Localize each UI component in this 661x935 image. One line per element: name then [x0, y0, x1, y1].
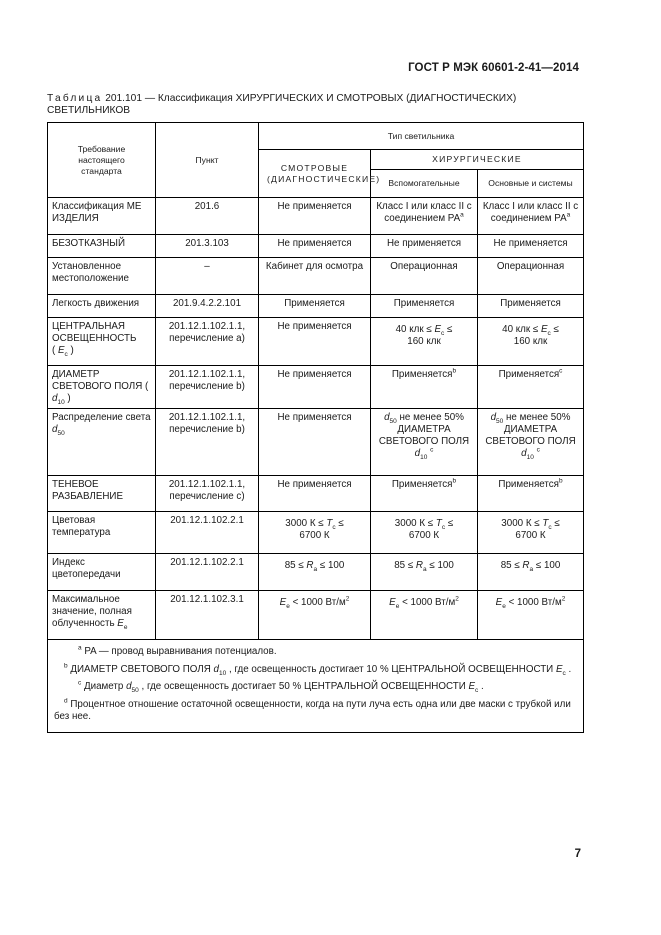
- notes-row: [48, 640, 584, 733]
- lo: 3000 К: [285, 518, 316, 529]
- main-cell: $d_{50}$ не менее 50% ДИАМЕТРА СВЕТОВОГО ПОЛЯ $d_{10}$ $^c$: [478, 409, 584, 476]
- lo: 3000 К: [501, 518, 532, 529]
- main-cell: $E_e < 1000$ $Вт/м^2$: [478, 591, 584, 640]
- hi: 100: [543, 560, 561, 571]
- header-clause: Пункт: [156, 123, 259, 198]
- header-exam: СМОТРОВЫЕ (ДИАГНОСТИЧЕСКИЕ): [259, 150, 371, 198]
- aux-text: Применяется: [391, 369, 453, 380]
- exam-cell: Применяется: [259, 295, 371, 318]
- page-number: 7: [574, 848, 581, 860]
- aux-text: Класс I или класс II с соединением PA: [376, 201, 472, 224]
- header-main: Основные и системы: [478, 170, 584, 198]
- range-high: 160 клк: [513, 336, 548, 347]
- classification-table: [47, 122, 584, 733]
- range-low: 40 клк: [395, 324, 424, 335]
- exam-cell: Не применяется: [259, 476, 371, 512]
- table-row: [48, 476, 584, 512]
- req-cell: Максимальное значение, полная облученность $E_e$: [48, 591, 156, 640]
- table-row: [48, 366, 584, 409]
- aux-text: Применяется: [391, 479, 453, 490]
- table-row: [48, 591, 584, 640]
- req-cell: Классификация МЕ ИЗДЕЛИЯ: [48, 198, 156, 235]
- table-row: [48, 295, 584, 318]
- table-row: [48, 258, 584, 295]
- main-cell: $85 \le R_a \le 100$: [478, 554, 584, 591]
- main-cell: Применяется: [478, 295, 584, 318]
- clause-cell: 201.6: [156, 198, 259, 235]
- lo: 85: [500, 560, 512, 571]
- table-row: [48, 512, 584, 554]
- main-cell: Применяется$^c$: [478, 366, 584, 409]
- table-row: [48, 198, 584, 235]
- aux-cell: 40 клк ≤ $E_c$ ≤ 160 клк: [371, 318, 478, 366]
- document-id: ГОСТ Р МЭК 60601-2-41—2014: [408, 62, 579, 74]
- req-cell: Легкость движения: [48, 295, 156, 318]
- clause-cell: 201.9.4.2.2.101: [156, 295, 259, 318]
- req-cell: Распределение света $d_{50}$: [48, 409, 156, 476]
- clause-cell: 201.12.1.102.1.1, перечисление b): [156, 366, 259, 409]
- table-row: [48, 235, 584, 258]
- header-row-1: [48, 123, 584, 150]
- exam-cell: 3000 $К \le T_c$ ≤ 6700 К: [259, 512, 371, 554]
- main-cell: 3000 $К \le T_c$ ≤ 6700 К: [478, 512, 584, 554]
- req-cell: БЕЗОТКАЗНЫЙ: [48, 235, 156, 258]
- clause-cell: –: [156, 258, 259, 295]
- footnote-a: $^a$ PA — провод выравнивания потенциалов.: [78, 644, 277, 657]
- main-text: Применяется: [498, 479, 559, 490]
- footnote-d: $^d$ Процентное отношение остаточной освещенности, когда на пути луча есть одна или две маски с трубкой или без нее.: [54, 697, 571, 722]
- exam-cell: $85 \le R_a \le 100$: [259, 554, 371, 591]
- header-requirement: Требование настоящего стандарта: [48, 123, 156, 198]
- lo: 85: [394, 560, 406, 571]
- exam-cell: Не применяется: [259, 198, 371, 235]
- caption-label: Таблица: [47, 93, 103, 104]
- clause-cell: 201.12.1.102.1.1, перечисление с): [156, 476, 259, 512]
- main-cell: 40 клк ≤ $E_c$ ≤ 160 клк: [478, 318, 584, 366]
- header-surgical: ХИРУРГИЧЕСКИЕ: [371, 150, 584, 170]
- aux-cell: $E_e < 1000$ $Вт/м^2$: [371, 591, 478, 640]
- aux-cell: $85 \le R_a \le 100$: [371, 554, 478, 591]
- clause-cell: 201.12.1.102.2.1: [156, 554, 259, 591]
- req-cell: ТЕНЕВОЕ РАЗБАВЛЕНИЕ: [48, 476, 156, 512]
- main-cell: Не применяется: [478, 235, 584, 258]
- hi: 6700 К: [408, 530, 440, 541]
- range-high: 160 клк: [407, 336, 441, 347]
- req-text: Максимальное значение, полная облученность: [52, 594, 132, 629]
- aux-text-a: не менее 50%: [399, 412, 464, 423]
- hi: 6700 К: [299, 530, 330, 541]
- exam-cell: Не применяется: [259, 235, 371, 258]
- req-cell: Индекс цветопередачи: [48, 554, 156, 591]
- hi: 100: [437, 560, 454, 571]
- req-cell: ДИАМЕТР СВЕТОВОГО ПОЛЯ ( $d_{10}$ ): [48, 366, 156, 409]
- main-cell: Применяется$^b$: [478, 476, 584, 512]
- exam-cell: Не применяется: [259, 366, 371, 409]
- clause-cell: 201.12.1.102.3.1: [156, 591, 259, 640]
- req-cell: ЦЕНТРАЛЬНАЯ ОСВЕЩЕННОСТЬ ( $E_c$ ): [48, 318, 156, 366]
- main-text-b: ДИАМЕТРА СВЕТОВОГО ПОЛЯ: [485, 424, 576, 447]
- exam-cell: Не применяется: [259, 318, 371, 366]
- main-cell: Класс I или класс II с соединением $PA^a$: [478, 198, 584, 235]
- header-lamp-type: Тип светильника: [259, 123, 584, 150]
- aux-cell: 3000 $К \le T_c$ ≤ 6700 К: [371, 512, 478, 554]
- req-text: ЦЕНТРАЛЬНАЯ ОСВЕЩЕННОСТЬ: [52, 321, 137, 344]
- req-text: ДИАМЕТР СВЕТОВОГО ПОЛЯ: [52, 369, 143, 392]
- clause-cell: 201.12.1.102.1.1, перечисление b): [156, 409, 259, 476]
- table-row: [48, 554, 584, 591]
- main-cell: Операционная: [478, 258, 584, 295]
- table-row: [48, 409, 584, 476]
- exam-cell: Кабинет для осмотра: [259, 258, 371, 295]
- hi: 6700 К: [515, 530, 546, 541]
- aux-cell: Применяется$^b$: [371, 366, 478, 409]
- aux-cell: Класс I или класс II с соединением $PA^a$: [371, 198, 478, 235]
- aux-text-b: ДИАМЕТРА СВЕТОВОГО ПОЛЯ: [378, 424, 470, 447]
- clause-cell: 201.3.103: [156, 235, 259, 258]
- lo: 3000 К: [394, 518, 426, 529]
- main-text: Применяется: [498, 369, 560, 380]
- val: < 1000 Вт/м: [292, 597, 346, 608]
- req-cell: Установленное местоположение: [48, 258, 156, 295]
- caption-text: 201.101 — Классификация ХИРУРГИЧЕСКИХ И СМОТРОВЫХ (ДИАГНОСТИЧЕСКИХ) СВЕТИЛЬНИКОВ: [47, 93, 517, 116]
- main-text: Класс I или класс II с соединением PA: [482, 201, 579, 224]
- clause-cell: 201.12.1.102.2.1: [156, 512, 259, 554]
- req-cell: Цветовая температура: [48, 512, 156, 554]
- clause-cell: 201.12.1.102.1.1, перечисление а): [156, 318, 259, 366]
- table-caption: [47, 93, 585, 117]
- notes-cell: [48, 640, 584, 733]
- lo: 85: [284, 560, 296, 571]
- val: < 1000 Вт/м: [508, 597, 562, 608]
- exam-cell: Не применяется: [259, 409, 371, 476]
- table-row: [48, 318, 584, 366]
- exam-cell: $E_e < 1000$ $Вт/м^2$: [259, 591, 371, 640]
- hi: 100: [327, 560, 345, 571]
- aux-cell: $d_{50}$ не менее 50% ДИАМЕТРА СВЕТОВОГО ПОЛЯ $d_{10}$ $^c$: [371, 409, 478, 476]
- range-low: 40 клк: [502, 324, 531, 335]
- aux-cell: Операционная: [371, 258, 478, 295]
- header-aux: Вспомогательные: [371, 170, 478, 198]
- main-text-a: не менее 50%: [506, 412, 571, 423]
- aux-cell: Не применяется: [371, 235, 478, 258]
- val: < 1000 Вт/м: [402, 597, 456, 608]
- aux-cell: Применяется$^b$: [371, 476, 478, 512]
- footnote-b: $^b$ ДИАМЕТР СВЕТОВОГО ПОЛЯ $d_{10}$ , где освещенность достигает 10 % ЦЕНТРАЛЬНОЙ ОСВЕЩЕННОСТИ $E_c$ .: [64, 662, 572, 677]
- req-text: Распределение света: [52, 412, 151, 423]
- aux-cell: Применяется: [371, 295, 478, 318]
- footnote-c: $^c$ Диаметр $d_{50}$ , где освещенность достигает 50 % ЦЕНТРАЛЬНОЙ ОСВЕЩЕННОСТИ $E_c$ .: [78, 679, 484, 694]
